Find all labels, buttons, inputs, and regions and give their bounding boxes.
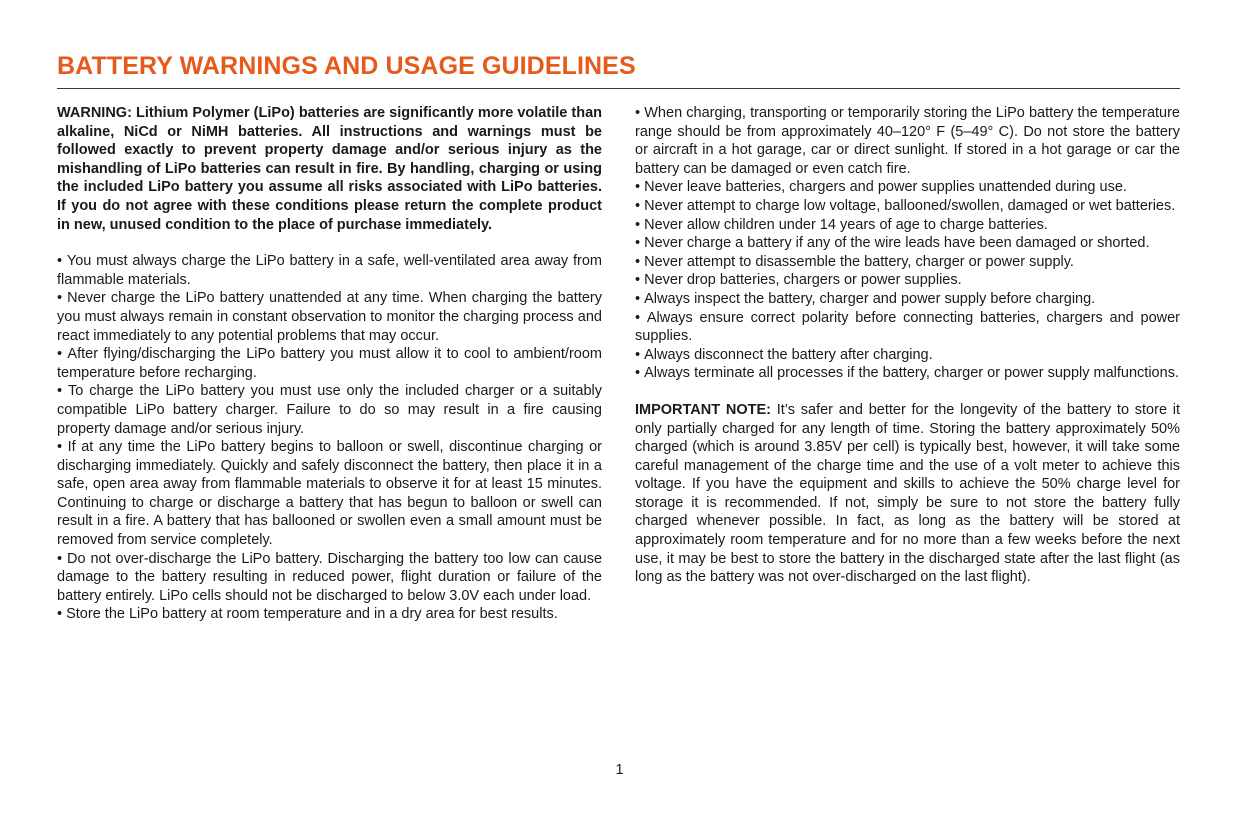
important-note-label: IMPORTANT NOTE: [635, 401, 771, 418]
list-item: • Never attempt to disassemble the battery, charger or power supply. [635, 253, 1180, 272]
list-item: • Always inspect the battery, charger and power supply before charging. [635, 290, 1180, 309]
list-item: • To charge the LiPo battery you must use only the included charger or a suitably compatible LiPo battery charger. Failure to do so may result in a fire causing property damage and/or serious injury. [57, 382, 602, 438]
title-divider [57, 88, 1180, 89]
list-item: • If at any time the LiPo battery begins to balloon or swell, discontinue charging or discharging immediately. Quickly and safely disconnect the battery, then place it in a safe, open area away from flammable materials to observe it for at least 15 minutes. Continuing to charge or discharge a battery that has begun to balloon or swell can result in a fire. A battery that has ballooned or swollen even a small amount must be removed from service completely. [57, 438, 602, 550]
warning-paragraph: WARNING: Lithium Polymer (LiPo) batteries are significantly more volatile than alkaline, NiCd or NiMH batteries. All instructions and warnings must be followed exactly to prevent property damage and/or serious injury as the mishandling of LiPo batteries can result in fire. By handling, charging or using the included LiPo battery you assume all risks associated with LiPo batteries. If you do not agree with these conditions please return the complete product in new, unused condition to the place of purchase immediately. [57, 105, 602, 233]
left-column [57, 104, 602, 624]
list-item: • Always ensure correct polarity before connecting batteries, chargers and power supplies. [635, 309, 1180, 346]
list-item: • Store the LiPo battery at room temperature and in a dry area for best results. [57, 605, 602, 624]
list-item: • Never charge a battery if any of the wire leads have been damaged or shorted. [635, 234, 1180, 253]
important-note [635, 401, 1180, 587]
list-item: • You must always charge the LiPo battery in a safe, well-ventilated area away from flammable materials. [57, 252, 602, 289]
page-number: 1 [615, 762, 624, 778]
list-item: • Never charge the LiPo battery unattended at any time. When charging the battery you must always remain in constant observation to monitor the charging process and react immediately to any potential problems that may occur. [57, 289, 602, 345]
list-item: • Do not over-discharge the LiPo battery. Discharging the battery too low can cause damage to the battery resulting in reduced power, flight duration or failure of the battery entirely. LiPo cells should not be discharged to below 3.0V each under load. [57, 550, 602, 606]
list-item: • Never leave batteries, chargers and power supplies unattended during use. [635, 178, 1180, 197]
list-item: • Always disconnect the battery after charging. [635, 346, 1180, 365]
right-column [635, 104, 1180, 587]
list-item: • Never allow children under 14 years of age to charge batteries. [635, 216, 1180, 235]
important-note-text: It’s safer and better for the longevity of the battery to store it only partially charged for any length of time. Storing the battery approximately 50% charged (which is around 3.85V per cell) is typically best, however, it will take some careful management of the charge time and the use of a volt meter to achieve this voltage. If you have the equipment and skills to achieve the 50% charge level for storage it is recommended. If not, simply be sure to not store the battery fully charged whenever possible. In fact, as long as the battery will be stored at approximately room temperature and for no more than a few weeks before the next use, it may be best to store the battery in the discharged state after the last flight (as long as the battery was not over-discharged on the last flight). [635, 401, 1181, 586]
list-item: • Never attempt to charge low voltage, ballooned/swollen, damaged or wet batteries. [635, 197, 1180, 216]
list-item: • After flying/discharging the LiPo battery you must allow it to cool to ambient/room temperature before recharging. [57, 345, 602, 382]
list-item: • Never drop batteries, chargers or power supplies. [635, 271, 1180, 290]
list-item: • Always terminate all processes if the battery, charger or power supply malfunctions. [635, 364, 1180, 383]
page-title: BATTERY WARNINGS AND USAGE GUIDELINES [57, 52, 636, 80]
list-item: • When charging, transporting or temporarily storing the LiPo battery the temperature range should be from approximately 40–120° F (5–49° C). Do not store the battery or aircraft in a hot garage, car or direct sunlight. If stored in a hot garage or car the battery can be damaged or even catch fire. [635, 104, 1180, 178]
